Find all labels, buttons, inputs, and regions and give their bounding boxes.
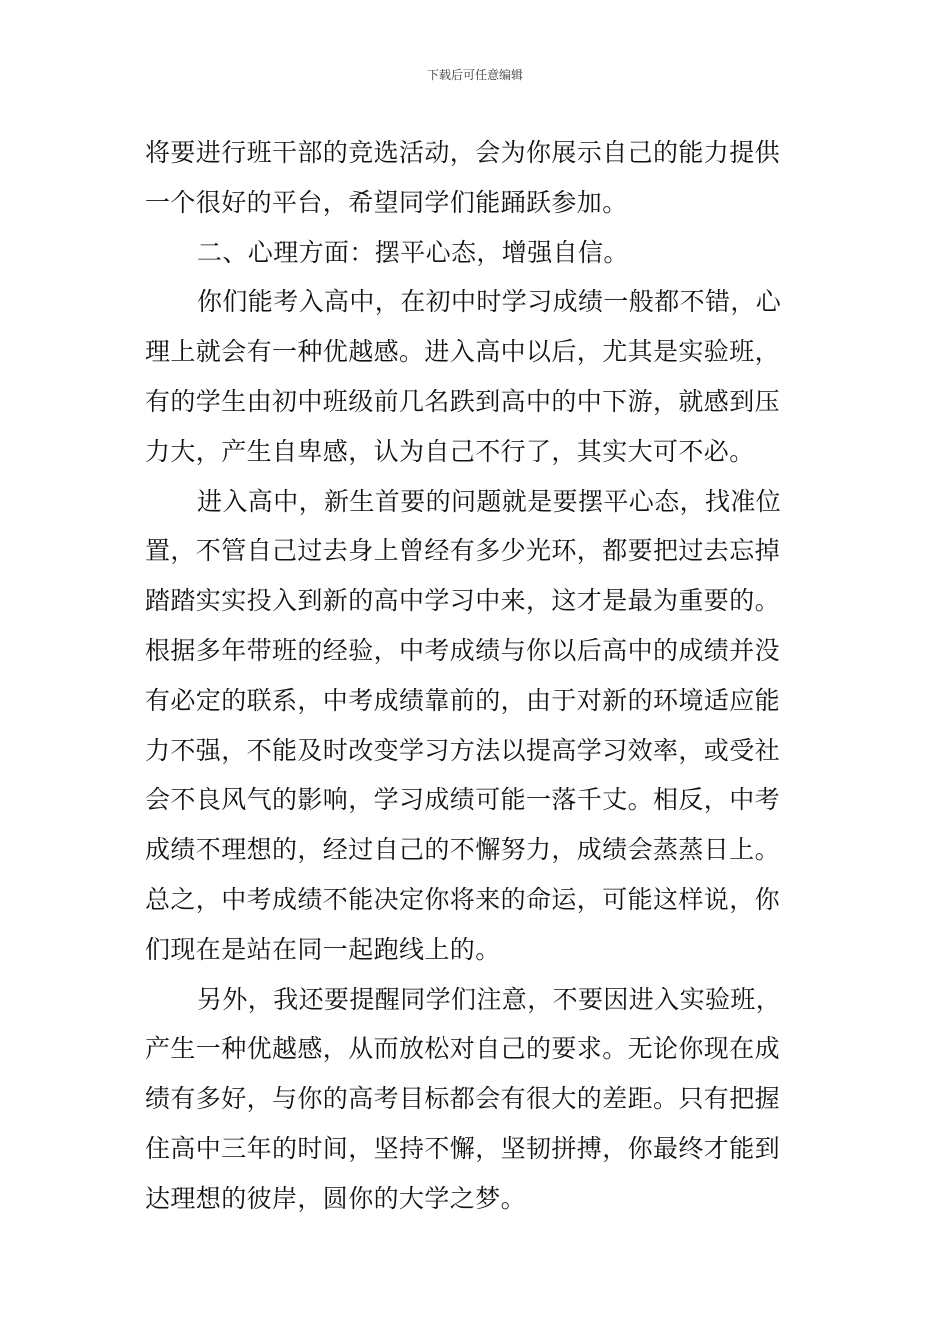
text-line: 绩有多好，与你的高考目标都会有很大的差距。只有把握 xyxy=(145,1084,781,1114)
text-line: 进入高中，新生首要的问题就是要摆平心态，找准位 xyxy=(197,486,782,516)
text-line: 理上就会有一种优越感。进入高中以后，尤其是实验班， xyxy=(145,337,781,367)
text-line: 另外，我还要提醒同学们注意，不要因进入实验班， xyxy=(197,984,782,1014)
text-line: 你们能考入高中，在初中时学习成绩一般都不错，心 xyxy=(197,287,782,317)
document-body xyxy=(145,128,807,1224)
text-line: 们现在是站在同一起跑线上的。 xyxy=(145,934,501,964)
text-line: 达理想的彼岸，圆你的大学之梦。 xyxy=(145,1183,527,1213)
text-line: 置，不管自己过去身上曾经有多少光环，都要把过去忘掉 xyxy=(145,536,781,566)
text-line: 住高中三年的时间，坚持不懈，坚韧拼搏，你最终才能到 xyxy=(145,1133,781,1163)
text-line: 将要进行班干部的竞选活动，会为你展示自己的能力提供 xyxy=(145,138,781,167)
text-line: 力不强，不能及时改变学习方法以提高学习效率，或受社 xyxy=(145,735,781,765)
text-line: 会不良风气的影响，学习成绩可能一落千丈。相反，中考 xyxy=(145,785,781,815)
text-line: 有的学生由初中班级前几名跌到高中的中下游，就感到压 xyxy=(145,386,781,416)
text-line: 产生一种优越感，从而放松对自己的要求。无论你现在成 xyxy=(145,1034,781,1064)
text-line: 一个很好的平台，希望同学们能踊跃参加。 xyxy=(145,187,628,217)
text-line: 二、心理方面：摆平心态，增强自信。 xyxy=(197,237,629,267)
text-line: 力大，产生自卑感，认为自己不行了，其实大可不必。 xyxy=(145,436,755,466)
text-line: 踏踏实实投入到新的高中学习中来，这才是最为重要的。 xyxy=(145,586,781,616)
text-line: 有必定的联系，中考成绩靠前的，由于对新的环境适应能 xyxy=(145,685,781,715)
page-header: 下载后可任意编辑 xyxy=(426,68,523,82)
text-line: 总之，中考成绩不能决定你将来的命运，可能这样说，你 xyxy=(145,884,781,914)
text-line: 根据多年带班的经验，中考成绩与你以后高中的成绩并没 xyxy=(145,635,781,665)
text-line: 成绩不理想的，经过自己的不懈努力，成绩会蒸蒸日上。 xyxy=(145,835,781,865)
